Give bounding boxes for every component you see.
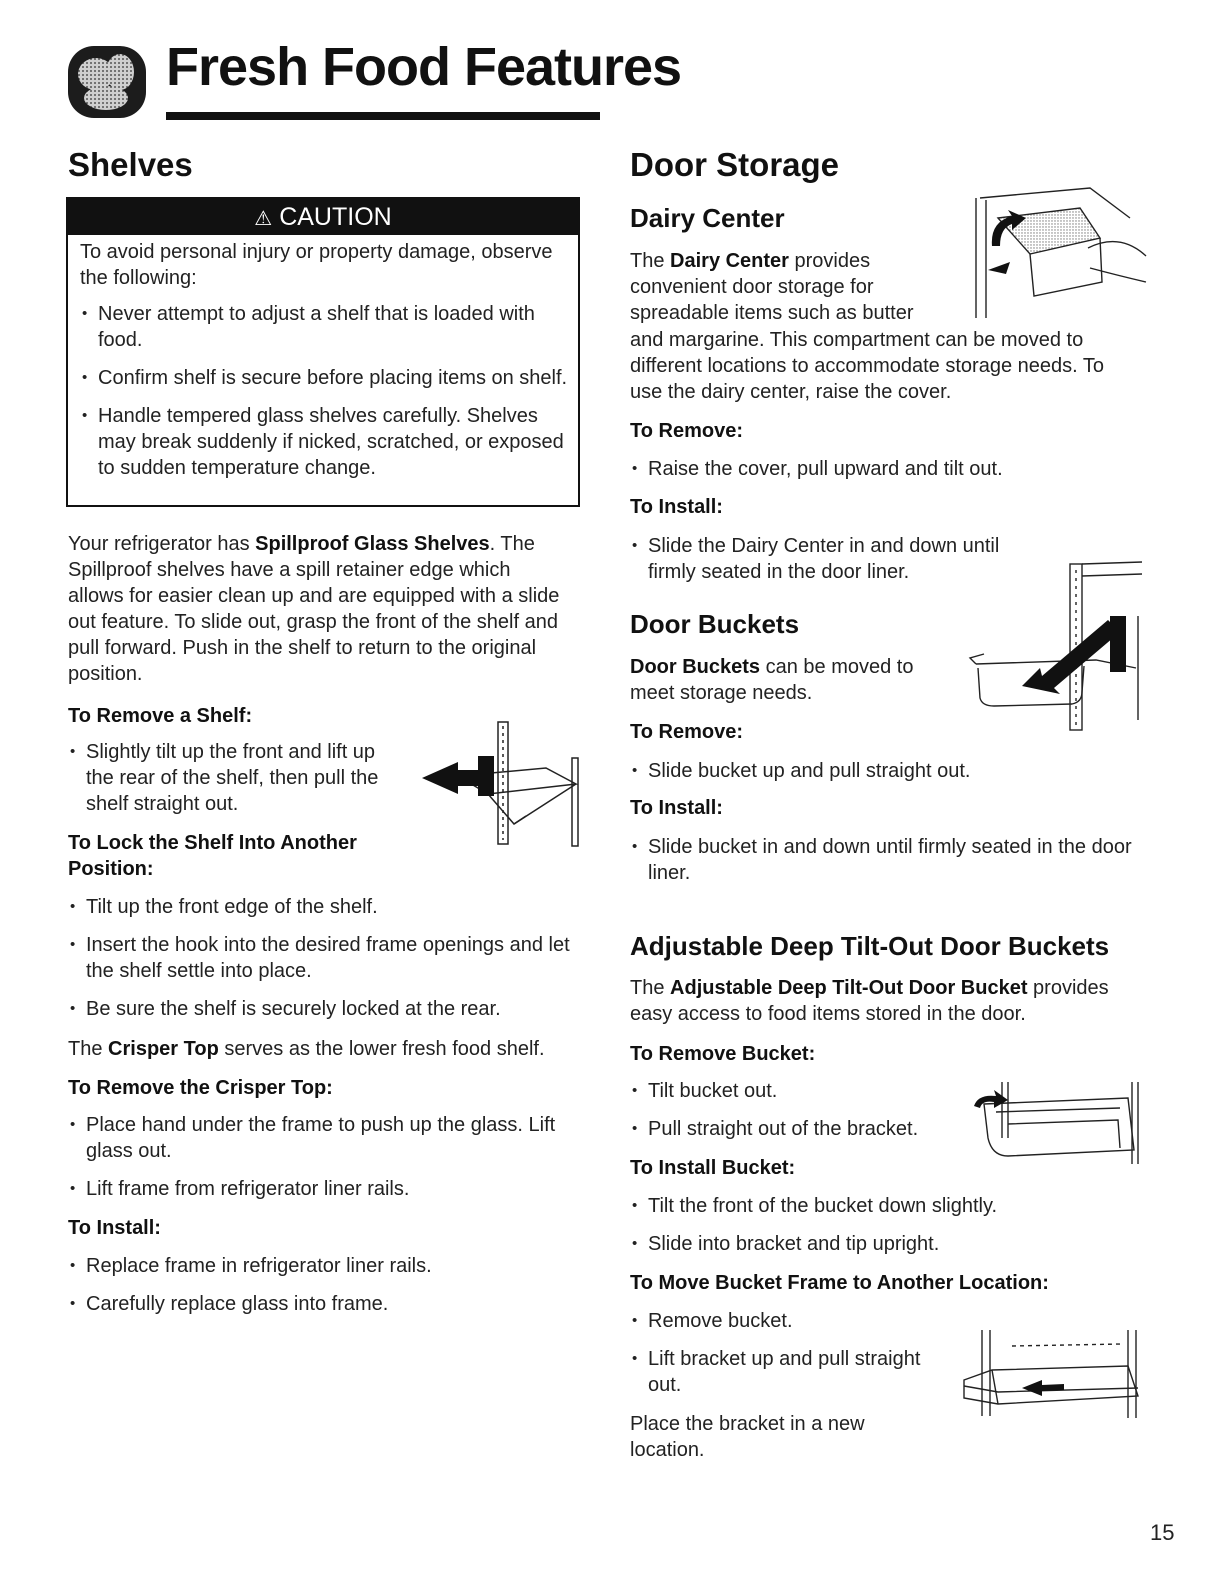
list-item: • Slide bucket in and down until firmly seated in the door liner. xyxy=(630,834,1140,886)
subsection-title-dairy: Dairy Center xyxy=(630,203,785,233)
list-item: • Slide into bracket and tip upright. xyxy=(630,1231,1140,1257)
list-item: • Remove bucket. xyxy=(630,1308,950,1334)
list-item: • Tilt up the front edge of the shelf. xyxy=(68,894,583,920)
list-item: • Tilt bucket out. xyxy=(630,1078,950,1104)
remove-bucket-list xyxy=(630,1078,950,1154)
tilt-bucket-illustration xyxy=(968,1078,1148,1168)
list-item: • Carefully replace glass into frame. xyxy=(68,1291,583,1317)
bold-term: Dairy Center xyxy=(670,250,789,272)
dairy-remove-list xyxy=(630,456,1140,494)
buckets-install-list xyxy=(630,834,1140,898)
heading-remove-shelf: To Remove a Shelf: xyxy=(68,705,253,727)
list-item: • Lift bracket up and pull straight out. xyxy=(630,1346,950,1398)
list-item: • Slide the Dairy Center in and down until firmly seated in the door liner. xyxy=(630,533,1030,585)
dairy-text: The Dairy Center provides convenient door storage for spreadable items such as butter xyxy=(630,250,914,324)
buckets-remove-list xyxy=(630,758,1140,796)
list-item: • Pull straight out of the bracket. xyxy=(630,1116,950,1142)
bold-term: Spillproof Glass Shelves xyxy=(255,533,490,555)
page-title: Fresh Food Features xyxy=(166,37,682,97)
heading-move-frame: To Move Bucket Frame to Another Location: xyxy=(630,1272,1049,1294)
crisper-text: The Crisper Top serves as the lower fresh food shelf. xyxy=(68,1038,545,1060)
page-number: 15 xyxy=(1150,1520,1175,1545)
list-item: • Place hand under the frame to push up the glass. Lift glass out. xyxy=(68,1112,583,1164)
subsection-title-door-buckets: Door Buckets xyxy=(630,609,800,639)
bold-term: Door Buckets xyxy=(630,656,761,678)
caution-box xyxy=(66,197,580,507)
caution-intro: To avoid personal injury or property damage, observe the following: xyxy=(80,241,553,289)
section-title-shelves: Shelves xyxy=(68,146,193,183)
list-item: • Tilt the front of the bucket down slightly. xyxy=(630,1193,1140,1219)
dairy-text-continued: and margarine. This compartment can be moved to different locations to accommodate storage needs. To use the dairy center, raise the cover. xyxy=(630,329,1104,403)
tilt-text: The Adjustable Deep Tilt-Out Door Bucket provides easy access to food items stored in the door. xyxy=(630,977,1109,1025)
heading-dairy-install: To Install: xyxy=(630,496,723,518)
warning-icon: ⚠ xyxy=(254,208,273,230)
buckets-text: Door Buckets can be moved to meet storage needs. xyxy=(630,656,914,704)
caution-list xyxy=(80,301,568,481)
list-item: • Be sure the shelf is securely locked at the rear. xyxy=(68,996,583,1022)
heading-buckets-remove: To Remove: xyxy=(630,721,743,743)
place-bracket-text: Place the bracket in a new location. xyxy=(630,1413,865,1461)
dairy-center-illustration xyxy=(970,178,1152,320)
caution-label: CAUTION xyxy=(279,203,392,231)
list-item: • Slightly tilt up the front and lift up the rear of the shelf, then pull the shelf straight out. xyxy=(68,739,408,817)
list-item: • Slide bucket up and pull straight out. xyxy=(630,758,1140,784)
heading-install: To Install: xyxy=(68,1217,161,1239)
list-item: • Never attempt to adjust a shelf that is loaded with food. xyxy=(80,301,568,353)
shelves-intro: Your refrigerator has Spillproof Glass Shelves. The Spillproof shelves have a spill retainer edge which allows for easier clean up and are equipped with a slide out feature. To slide out, grasp the front of the shelf and pull forward. Push in the shelf to return to the original position. xyxy=(68,533,560,685)
remove-shelf-list xyxy=(68,739,408,829)
section-title-door-storage: Door Storage xyxy=(630,146,840,183)
bracket-illustration xyxy=(952,1326,1146,1422)
shelf-illustration xyxy=(418,718,586,850)
heading-buckets-install: To Install: xyxy=(630,797,723,819)
caution-banner xyxy=(68,199,578,235)
list-item: • Confirm shelf is secure before placing items on shelf. xyxy=(80,365,568,391)
lock-shelf-list xyxy=(68,894,583,1034)
heading-dairy-remove: To Remove: xyxy=(630,420,743,442)
title-rule xyxy=(166,112,600,120)
install-bucket-list xyxy=(630,1193,1140,1269)
list-item: • Raise the cover, pull upward and tilt out. xyxy=(630,456,1140,482)
heading-lock-shelf: To Lock the Shelf Into Another Position: xyxy=(68,832,357,880)
heading-remove-bucket: To Remove Bucket: xyxy=(630,1043,816,1065)
list-item: • Handle tempered glass shelves carefully. Shelves may break suddenly if nicked, scratched, or exposed to sudden temperature change. xyxy=(80,403,568,481)
header-icon xyxy=(66,42,150,122)
remove-crisper-list xyxy=(68,1112,583,1214)
heading-install-bucket: To Install Bucket: xyxy=(630,1157,796,1179)
door-bucket-illustration xyxy=(966,556,1146,732)
bold-term: Adjustable Deep Tilt-Out Door Bucket xyxy=(670,977,1028,999)
bold-term: Crisper Top xyxy=(108,1038,219,1060)
list-item: • Lift frame from refrigerator liner rails. xyxy=(68,1176,583,1202)
list-item: • Insert the hook into the desired frame openings and let the shelf settle into place. xyxy=(68,932,583,984)
subsection-title-tilt-out: Adjustable Deep Tilt-Out Door Buckets xyxy=(630,931,1110,961)
heading-remove-crisper: To Remove the Crisper Top: xyxy=(68,1077,333,1099)
list-item: • Replace frame in refrigerator liner rails. xyxy=(68,1253,583,1279)
install-list xyxy=(68,1253,583,1329)
move-frame-list xyxy=(630,1308,950,1410)
